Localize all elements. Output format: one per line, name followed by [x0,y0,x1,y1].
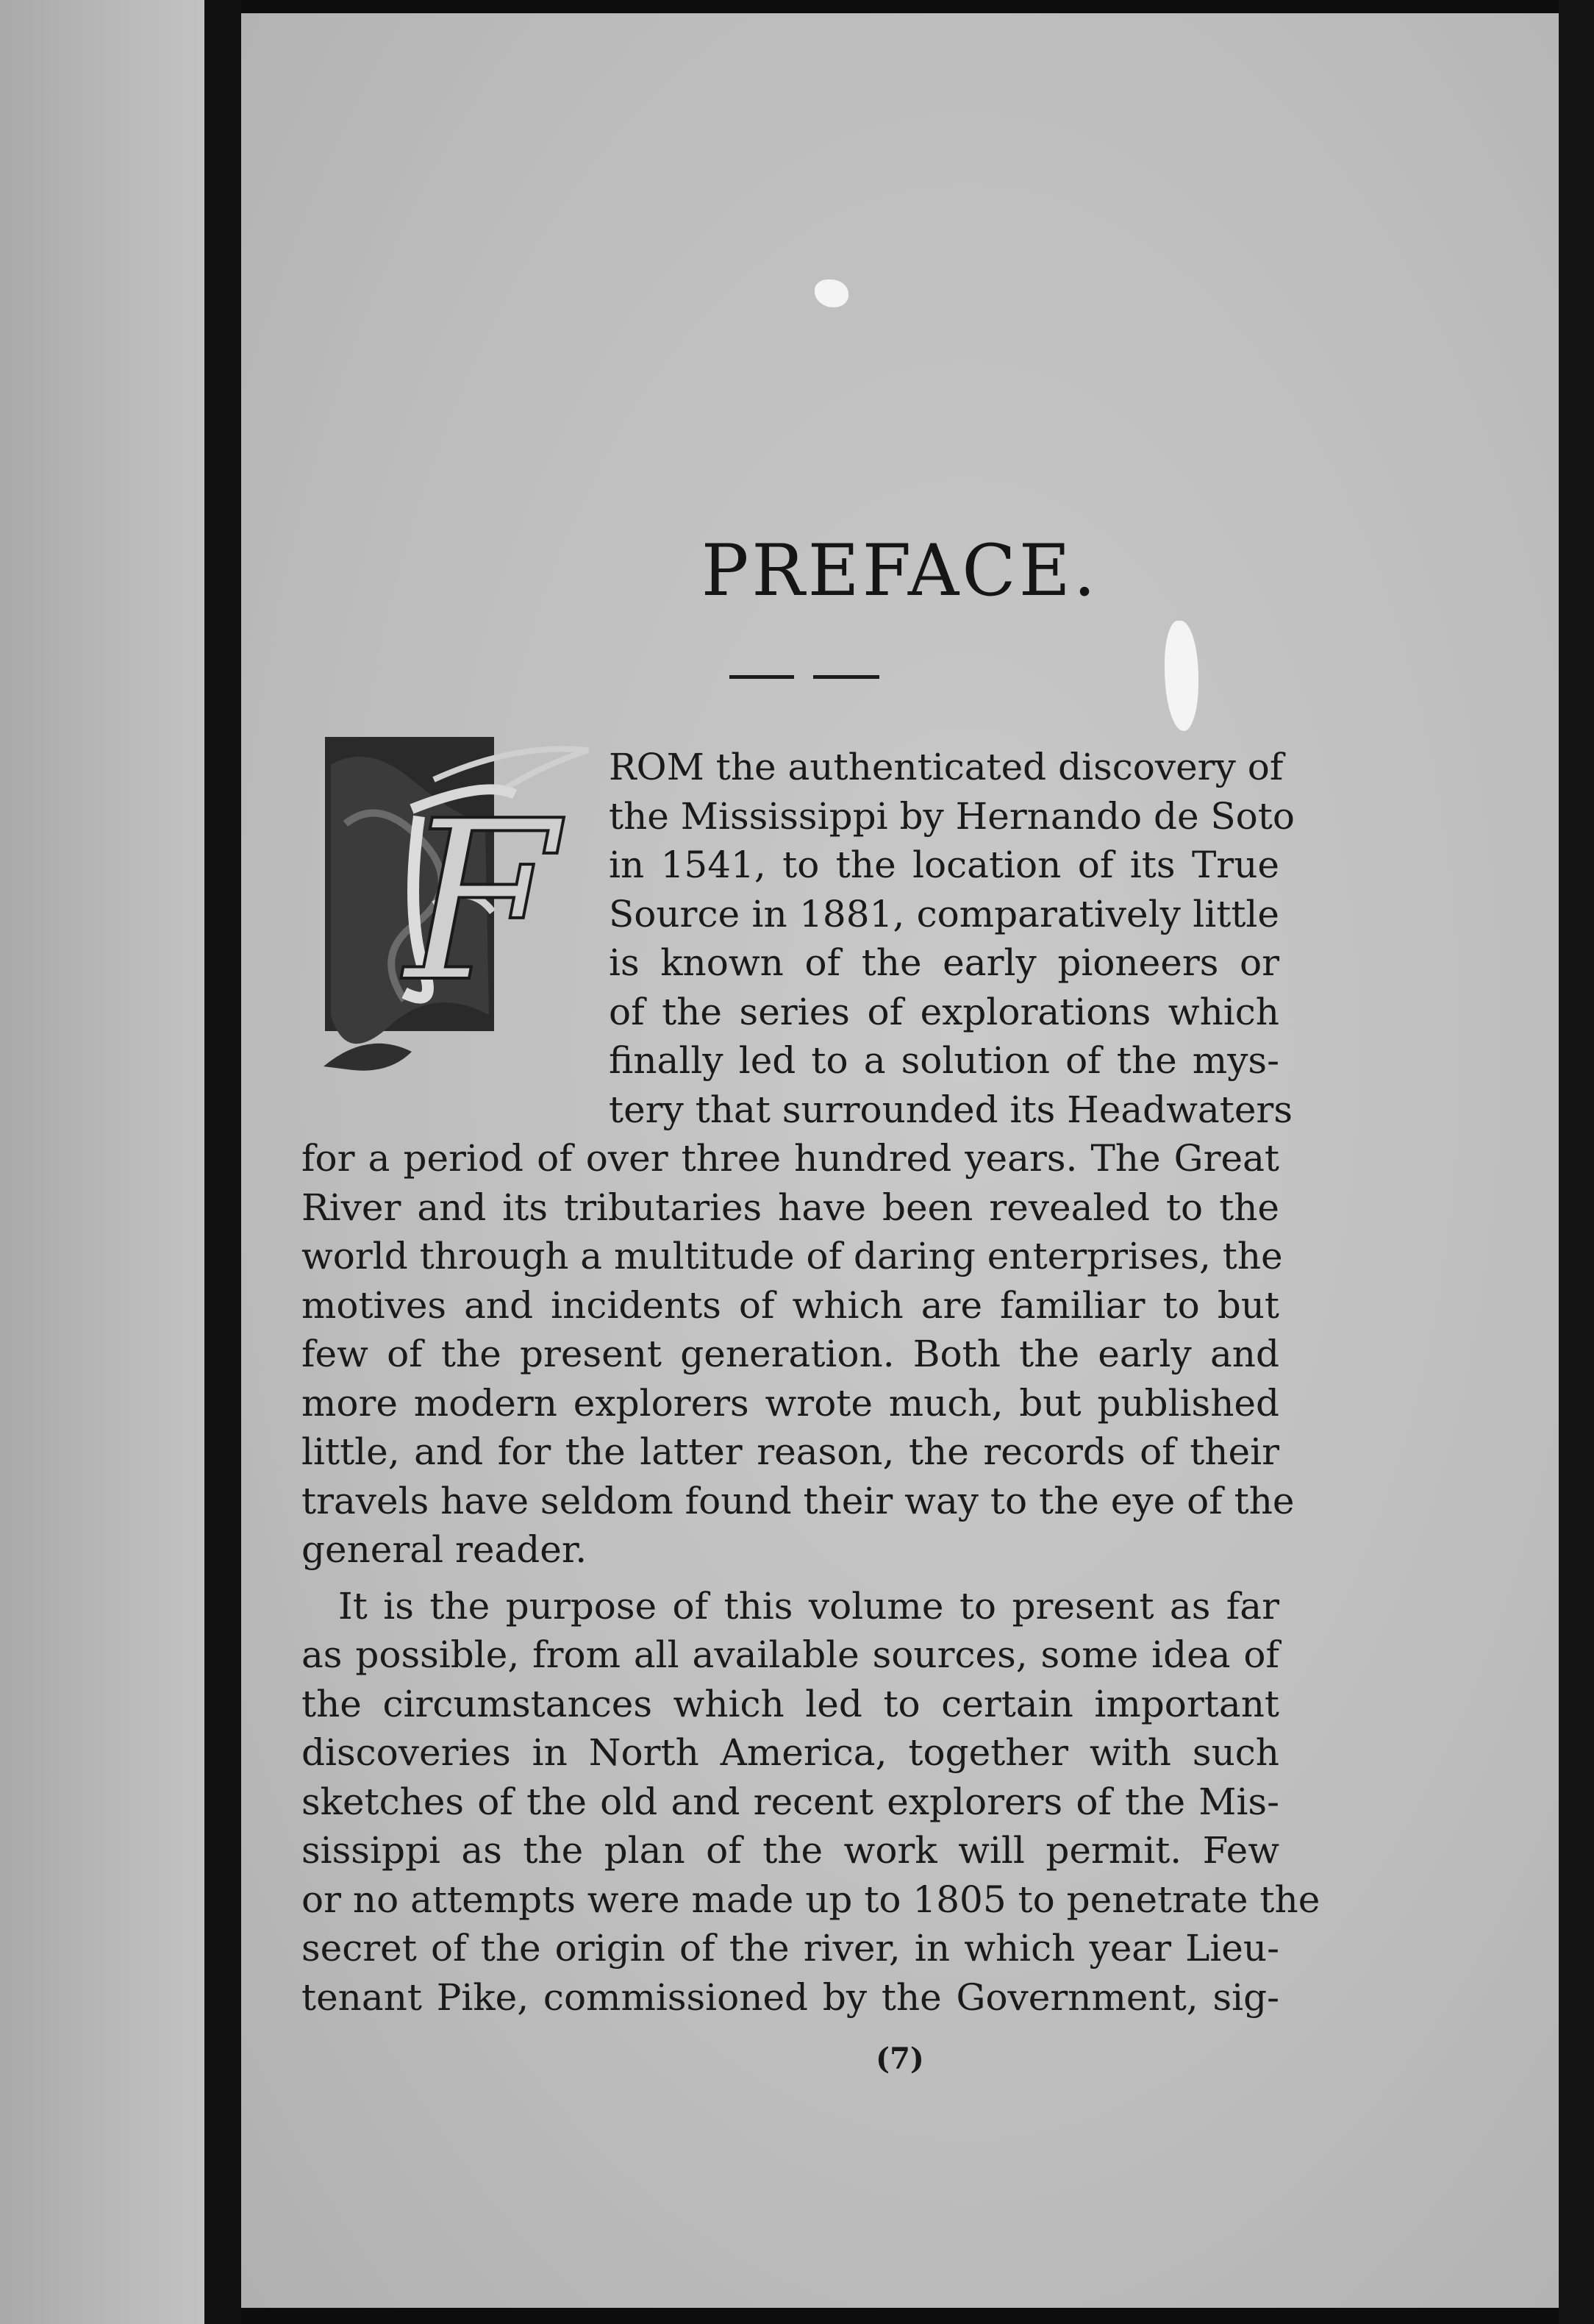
text-line: motives and incidents of which are familiar to but [301,1283,1279,1327]
text-line: world through a multitude of daring enterprises, the [301,1235,1283,1277]
text-line: It is the purpose of this volume to present as far [338,1584,1279,1628]
text-line: River and its tributaries have been revealed to the [301,1186,1279,1229]
text-line: Source in 1881, comparatively little [609,892,1279,935]
title-rule-left [729,675,794,679]
text-line: of the series of explorations which [609,990,1279,1033]
text-line: as possible, from all available sources, some idea of [301,1633,1279,1676]
paper-speck [1165,621,1198,731]
drop-cap-letter: F [404,774,558,1030]
text-line: travels have seldom found their way to the eye of the [301,1479,1295,1522]
text-line: the Mississippi by Hernando de Soto [609,794,1295,838]
text-line: sketches of the old and recent explorers of the Mis- [301,1780,1279,1823]
text-line: finally led to a solution of the mys- [609,1039,1279,1082]
text-line: more modern explorers wrote much, but published [301,1381,1279,1425]
page-number: (7) [876,2042,924,2076]
preface-body [301,743,1320,2022]
text-line: little, and for the latter reason, the records of their [301,1430,1279,1473]
text-line: in 1541, to the location of its True [609,844,1279,886]
text-line: the circumstances which led to certain important [301,1682,1279,1725]
text-line: is known of the early pioneers or [609,941,1279,984]
text-line: ROM the authenticated discovery of [609,746,1284,788]
text-line: tery that surrounded its Headwaters [609,1088,1293,1131]
page-title: PREFACE. [701,530,1099,612]
scan-edge [1559,0,1594,2324]
text-line: discoveries in North America, together with such [301,1731,1279,1774]
text-line: tenant Pike, commissioned by the Government, sig- [301,1975,1279,2019]
paragraph-2 [301,1582,1320,2022]
facing-page-edge [0,0,204,2324]
text-line: or no attempts were made up to 1805 to penetrate the [301,1878,1320,1921]
text-line: general reader. [301,1528,587,1571]
text-line: sissippi as the plan of the work will permit. Few [301,1829,1279,1872]
text-line: for a period of over three hundred years. The Great [301,1137,1279,1180]
text-line: secret of the origin of the river, in which year Lieu- [301,1927,1279,1970]
paragraph-1 [301,743,1295,1575]
book-gutter [204,0,241,2324]
text-line: few of the present generation. Both the early and [301,1333,1279,1375]
title-rule-right [813,675,879,679]
paper-speck [815,279,848,307]
